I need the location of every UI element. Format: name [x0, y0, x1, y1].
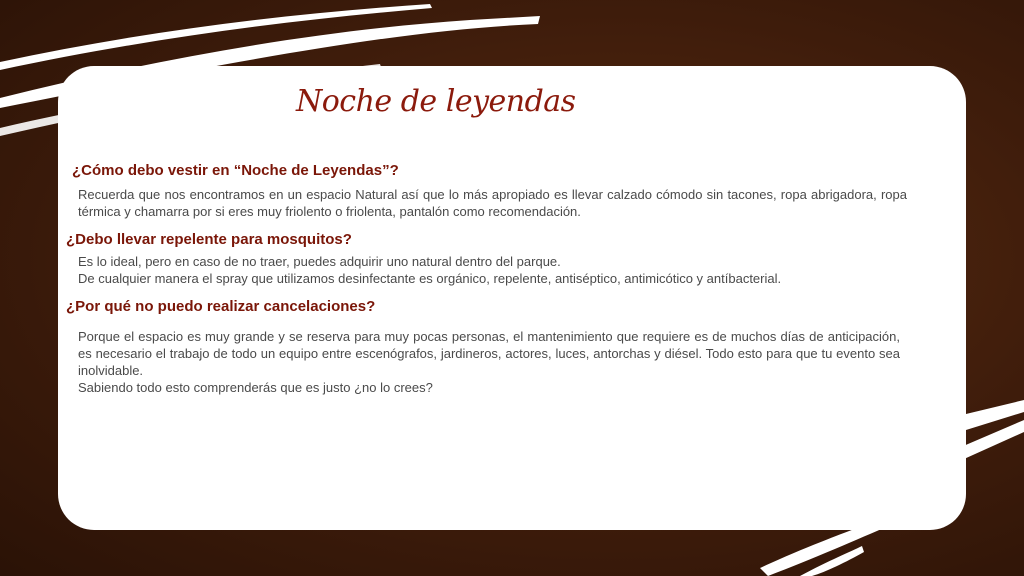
faq-question: ¿Por qué no puedo realizar cancelaciones?: [66, 298, 376, 315]
faq-answer: Porque el espacio es muy grande y se reserva para muy pocas personas, el mantenimiento que requiere es de muchos días de anticipación, es necesario el trabajo de todo un equipo entre escenógrafos, jardineros, actores, luces, antorchas y diésel. Todo esto para que tu evento sea inolvidable. Sabiendo todo esto comprenderás que es justo ¿no lo crees?: [78, 329, 900, 395]
page-title: Noche de leyendas: [296, 84, 576, 119]
faq-answer: Es lo ideal, pero en caso de no traer, puedes adquirir uno natural dentro del parque. De cualquier manera el spray que utilizamos desinfectante es orgánico, repelente, antiséptico, antimicótico y antíbacterial.: [78, 254, 782, 286]
faq-answer: Recuerda que nos encontramos en un espacio Natural así que lo más apropiado es llevar calzado cómodo sin tacones, ropa abrigadora, ropa térmica y chamarra por si eres muy friolento o friolenta, pantalón como recomendación.: [78, 187, 907, 219]
faq-question: ¿Cómo debo vestir en “Noche de Leyendas”?: [72, 162, 399, 179]
faq-question: ¿Debo llevar repelente para mosquitos?: [66, 231, 352, 248]
